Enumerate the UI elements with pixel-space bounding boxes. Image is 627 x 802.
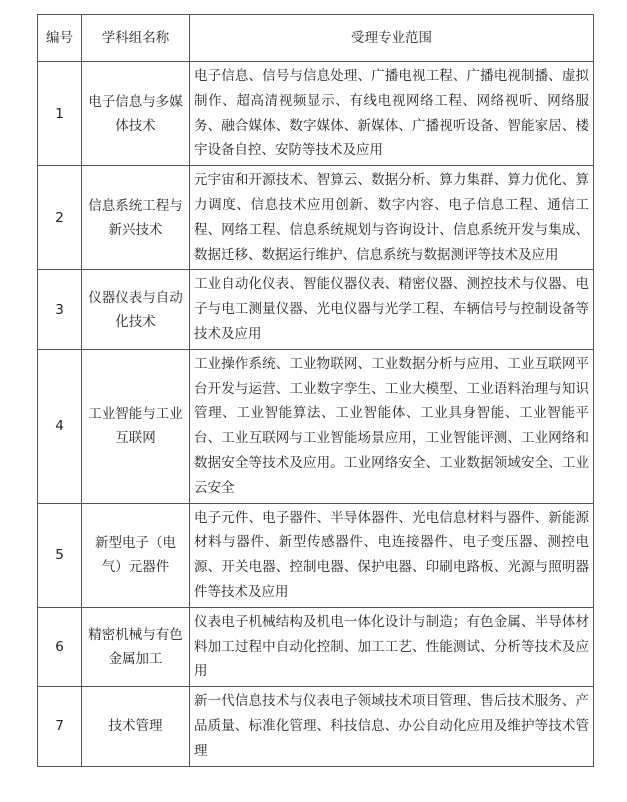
row-group-name: 精密机械与有色金属加工	[82, 607, 190, 686]
row-group-name: 工业智能与工业互联网	[82, 349, 190, 503]
table-row	[38, 607, 594, 686]
table-row	[38, 349, 594, 503]
row-number: 3	[38, 270, 82, 349]
table-row	[38, 62, 594, 166]
row-group-name: 信息系统工程与新兴技术	[82, 166, 190, 270]
row-number: 6	[38, 607, 82, 686]
row-group-name: 仪器仪表与自动化技术	[82, 270, 190, 349]
row-scope: 电子信息、信号与信息处理、广播电视工程、广播电视制播、虚拟制作、超高清视频显示、有线电视网络工程、网络视听、网络服务、融合媒体、数字媒体、新媒体、广播视听设备、智能家居、楼宇设备自控、安防等技术及应用	[190, 62, 594, 166]
table-row	[38, 270, 594, 349]
row-scope: 仪表电子机械结构及机电一体化设计与制造；有色金属、半导体材料加工过程中自动化控制、加工工艺、性能测试、分析等技术及应用	[190, 607, 594, 686]
header-group-name: 学科组名称	[82, 15, 190, 62]
table-header-row	[38, 15, 594, 62]
row-scope: 工业操作系统、工业物联网、工业数据分析与应用、工业互联网平台开发与运营、工业数字孪生、工业大模型、工业语料治理与知识管理、工业智能算法、工业智能体、工业具身智能、工业智能平台、工业互联网与工业智能场景应用，工业智能评测、工业网络和数据安全等技术及应用。工业网络安全、工业数据领域安全、工业云安全	[190, 349, 594, 503]
row-number: 7	[38, 687, 82, 766]
row-scope: 元宇宙和开源技术、智算云、数据分析、算力集群、算力优化、算力调度、信息技术应用创新、数字内容、电子信息工程、通信工程、网络工程、信息系统规划与咨询设计、信息系统开发与集成、数据迁移、数据运行维护、信息系统与数据测评等技术及应用	[190, 166, 594, 270]
row-number: 1	[38, 62, 82, 166]
row-number: 4	[38, 349, 82, 503]
row-group-name: 电子信息与多媒体技术	[82, 62, 190, 166]
row-scope: 工业自动化仪表、智能仪器仪表、精密仪器、测控技术与仪器、电子与电工测量仪器、光电仪器与光学工程、车辆信号与控制设备等技术及应用	[190, 270, 594, 349]
table-row	[38, 166, 594, 270]
row-scope: 新一代信息技术与仪表电子领域技术项目管理、售后技术服务、产品质量、标准化管理、科技信息、办公自动化应用及维护等技术管理	[190, 687, 594, 766]
row-scope: 电子元件、电子器件、半导体器件、光电信息材料与器件、新能源材料与器件、新型传感器件、电连接器件、电子变压器、测控电源、开关电器、控制电器、保护电器、印刷电路板、光源与照明器件等技术及应用	[190, 503, 594, 607]
header-number: 编号	[38, 15, 82, 62]
row-number: 5	[38, 503, 82, 607]
row-group-name: 新型电子（电气）元器件	[82, 503, 190, 607]
table-row	[38, 503, 594, 607]
row-group-name: 技术管理	[82, 687, 190, 766]
table-row	[38, 687, 594, 766]
header-scope: 受理专业范围	[190, 15, 594, 62]
specialty-scope-table	[37, 14, 594, 767]
row-number: 2	[38, 166, 82, 270]
